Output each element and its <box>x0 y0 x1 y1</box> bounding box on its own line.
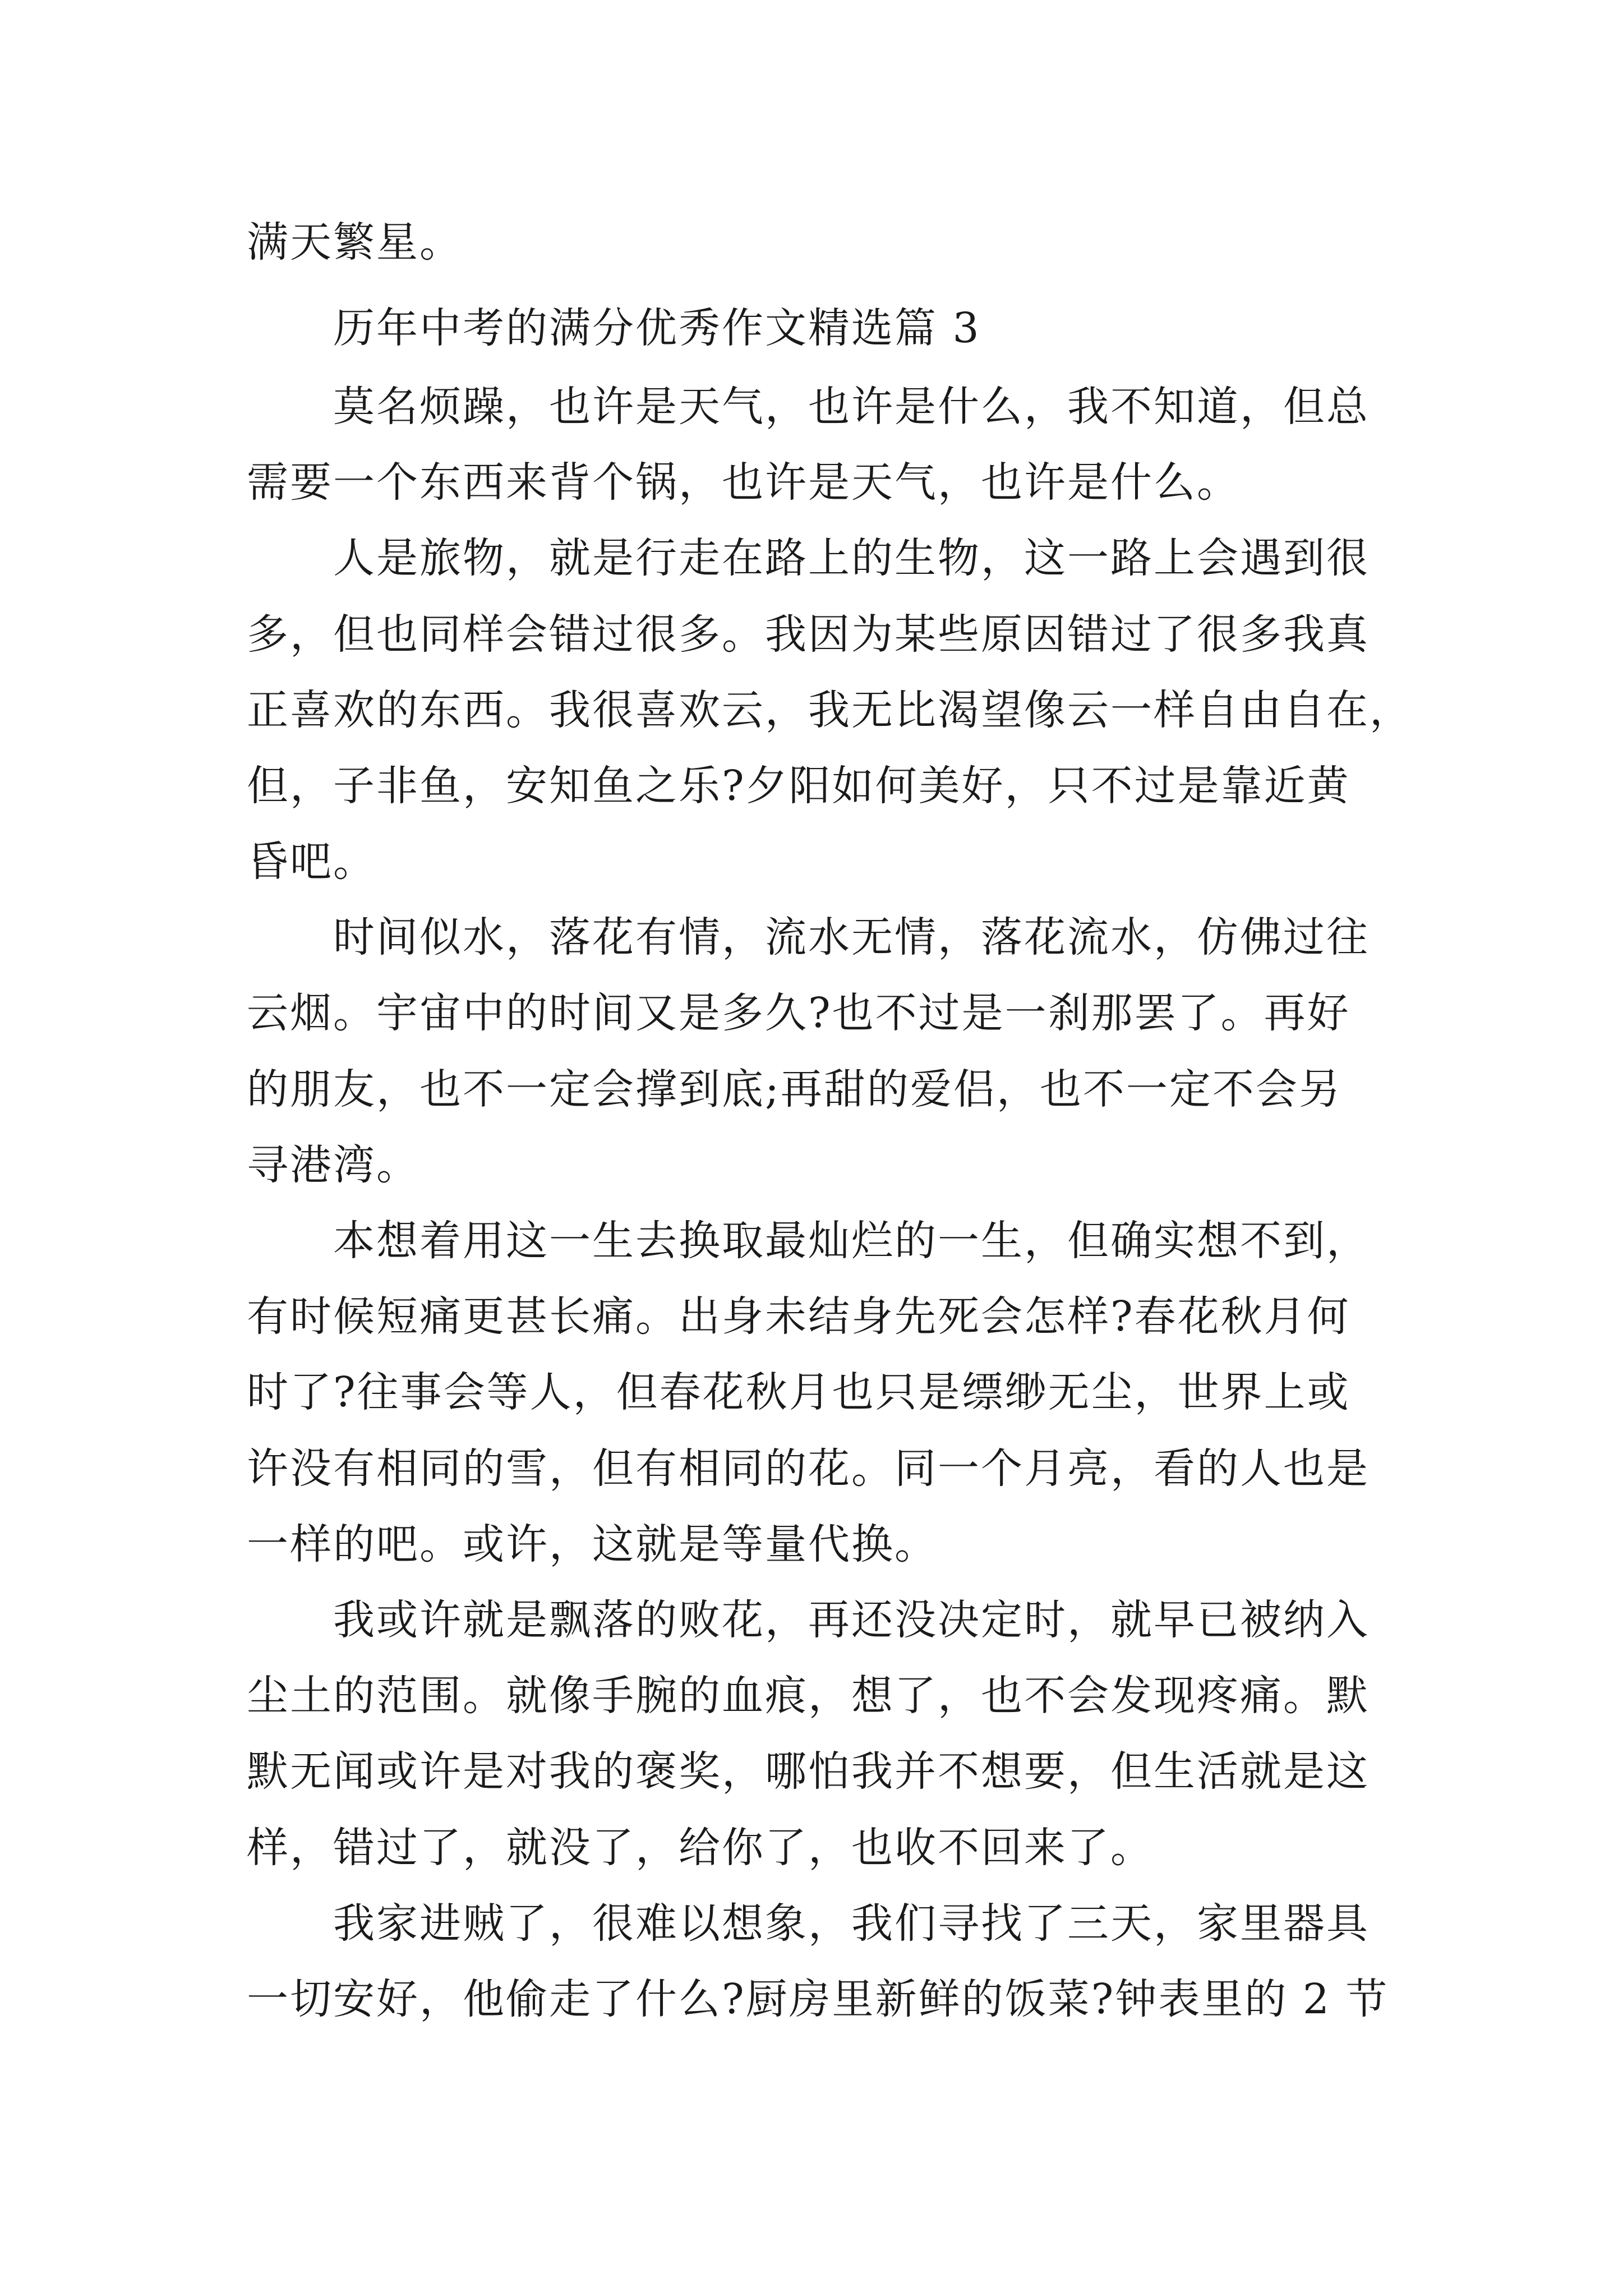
paragraph-line: 云烟。宇宙中的时间又是多久?也不过是一刹那罢了。再好 <box>247 989 1350 1037</box>
paragraph-line: 我家进贼了，很难以想象，我们寻找了三天，家里器具 <box>333 1899 1370 1948</box>
paragraph-line: 时了?往事会等人，但春花秋月也只是缥缈无尘，世界上或 <box>247 1368 1350 1416</box>
paragraph-line: 的朋友，也不一定会撑到底;再甜的爱侣，也不一定不会另 <box>247 1065 1342 1114</box>
paragraph-line: 许没有相同的雪，但有相同的花。同一个月亮，看的人也是 <box>247 1444 1370 1493</box>
paragraph-line: 本想着用这一生去换取最灿烂的一生，但确实想不到， <box>333 1217 1370 1265</box>
paragraph-line: 一样的吧。或许，这就是等量代换。 <box>247 1520 938 1568</box>
paragraph-line: 时间似水，落花有情，流水无情，落花流水，仿佛过往 <box>333 913 1370 961</box>
paragraph-line: 一切安好，他偷走了什么?厨房里新鲜的饭菜?钟表里的 2 节 <box>247 1975 1389 2023</box>
paragraph-line: 但，子非鱼，安知鱼之乐?夕阳如何美好，只不过是靠近黄 <box>247 762 1350 810</box>
paragraph-line: 多，但也同样会错过很多。我因为某些原因错过了很多我真 <box>247 610 1370 659</box>
paragraph-line: 有时候短痛更甚长痛。出身未结身先死会怎样?春花秋月何 <box>247 1292 1350 1341</box>
paragraph-line: 我或许就是飘落的败花，再还没决定时，就早已被纳入 <box>333 1596 1370 1644</box>
paragraph-line: 默无闻或许是对我的褒奖，哪怕我并不想要，但生活就是这 <box>247 1747 1370 1796</box>
paragraph-line: 尘土的范围。就像手腕的血痕，想了，也不会发现疼痛。默 <box>247 1672 1370 1720</box>
paragraph-line: 需要一个东西来背个锅，也许是天气，也许是什么。 <box>247 458 1240 507</box>
paragraph-line: 莫名烦躁，也许是天气，也许是什么，我不知道，但总 <box>333 383 1370 431</box>
paragraph-line: 寻港湾。 <box>247 1141 419 1189</box>
paragraph-line: 昏吧。 <box>247 838 376 886</box>
section-heading: 历年中考的满分优秀作文精选篇 3 <box>333 304 981 352</box>
paragraph-line: 正喜欢的东西。我很喜欢云，我无比渴望像云一样自由自在， <box>247 686 1413 734</box>
paragraph-line: 样，错过了，就没了，给你了，也收不回来了。 <box>247 1824 1154 1872</box>
paragraph-line: 满天繁星。 <box>247 218 463 266</box>
paragraph-line: 人是旅物，就是行走在路上的生物，这一路上会遇到很 <box>333 534 1370 582</box>
